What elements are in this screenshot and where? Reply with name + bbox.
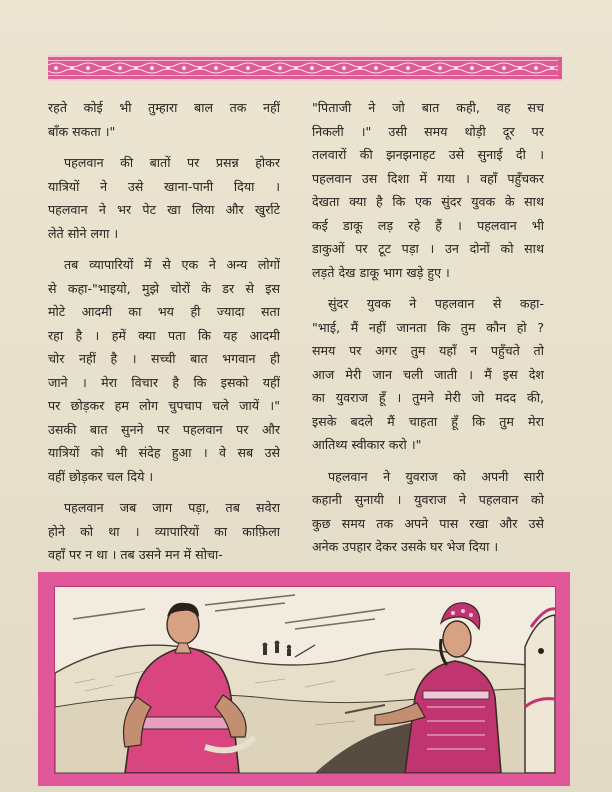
- text-line: पहलवान की बातों पर प्रसन्न होकर: [64, 155, 280, 170]
- text-line: वहीं छोड़कर चल दिये ।: [48, 468, 154, 484]
- text-line: आतिथ्य स्वीकार करो ।": [312, 437, 422, 452]
- wrestler-and-prince-illustration-icon: [55, 587, 555, 773]
- paragraph-gap: [48, 245, 280, 253]
- text-line: कहानी सुनायी । युवराज ने पहलवान को: [312, 492, 544, 507]
- text-line: बाँक सकता ।": [48, 123, 116, 139]
- text-line: पर छोड़कर हम लोग चुपचाप चले जायें ।": [48, 398, 280, 413]
- text-line: रहा है । हमें क्या पता कि यह आदमी: [48, 327, 280, 343]
- text-line: अनेक उपहार देकर उसके घर भेज दिया ।: [312, 539, 499, 554]
- text-line: यात्रियों ने उसे खाना-पानी दिया ।: [48, 178, 280, 194]
- text-line: "पिताजी ने जो बात कही, वह सच: [312, 100, 544, 115]
- paragraph-gap: [312, 284, 544, 292]
- text-line: पहलवान उस दिशा में गया । वहाँ पहुँचकर: [312, 170, 544, 186]
- illustration-frame: [38, 572, 570, 786]
- text-line: लेते सोने लगा ।: [48, 225, 119, 241]
- text-line: होने को था । व्यापारियों का काफ़िला: [48, 523, 280, 539]
- text-line: देखता क्या है कि एक सुंदर युवक के साथ: [312, 194, 544, 209]
- text-line: पहलवान ने भर पेट खा लिया और खुर्राटे: [48, 202, 280, 217]
- text-line: पहलवान ने युवराज को अपनी सारी: [328, 468, 544, 484]
- left-text-column: [48, 96, 280, 567]
- text-line: से कहा-"भाइयो, मुझे चोरों के डर से इस: [48, 280, 280, 296]
- paragraph-gap: [48, 143, 280, 151]
- text-line: का युवराज हूँ । तुमने मेरी जो मदद की,: [312, 390, 544, 405]
- text-line: निकली ।" उसी समय थोड़ी दूर पर: [312, 123, 544, 139]
- text-line: जाने । मेरा विचार है कि इसको यहीं: [48, 374, 280, 390]
- text-line: कुछ समय तक अपने पास रखा और उसे: [312, 515, 544, 531]
- text-line: मोटे आदमी का भय ही ज्यादा सता: [48, 304, 280, 319]
- text-line: डाकुओं पर टूट पड़ा । उन दोनों को साथ: [312, 241, 544, 256]
- text-line: समय पर अगर तुम यहाँ न पहुँचते तो: [312, 343, 544, 358]
- text-line: सुंदर युवक ने पहलवान से कहा-: [328, 296, 544, 311]
- right-text-column: [312, 96, 544, 559]
- band-pattern-icon: [48, 57, 558, 79]
- text-line: यात्रियों को भी संदेह हुआ । वे सब उसे: [48, 445, 280, 460]
- paragraph-gap: [312, 457, 544, 465]
- decorative-header-band: [48, 55, 562, 81]
- paragraph-gap: [48, 488, 280, 496]
- text-line: तलवारों की झनझनाहट उसे सुनाई दी ।: [312, 147, 544, 162]
- text-line: "भाई, मैं नहीं जानता कि तुम कौन हो ?: [312, 319, 544, 335]
- text-line: वहाँ पर न था । तब उसने मन में सोचा-: [48, 547, 223, 562]
- text-line: पहलवान जब जाग पड़ा, तब सवेरा: [64, 500, 280, 515]
- text-line: चोर नहीं है । सच्ची बात भगवान ही: [48, 351, 280, 366]
- text-line: कई डाकू लड़ रहे हैं । पहलवान भी: [312, 217, 544, 233]
- text-line: उसकी बात सुनने पर पहलवान पर और: [48, 421, 280, 437]
- text-line: रहते कोई भी तुम्हारा बाल तक नहीं: [48, 100, 280, 115]
- story-illustration: [54, 586, 556, 774]
- text-line: तब व्यापारियों में से एक ने अन्य लोगों: [64, 257, 280, 272]
- text-line: लड़ते देख डाकू भाग खड़े हुए ।: [312, 264, 450, 280]
- text-line: आज मेरी जान चली जाती । मैं इस देश: [312, 366, 544, 382]
- text-line: इसके बदले मैं चाहता हूँ कि तुम मेरा: [312, 413, 544, 429]
